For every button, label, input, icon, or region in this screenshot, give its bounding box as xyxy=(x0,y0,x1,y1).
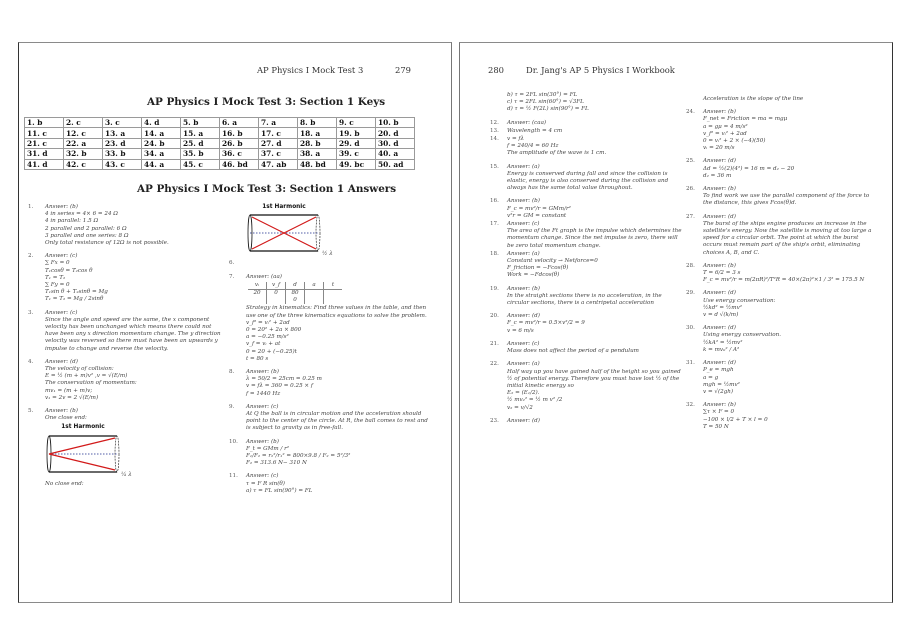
key-cell: 21. c xyxy=(25,138,64,148)
solution-line: d₂ = 36 m xyxy=(703,172,732,179)
answer-item xyxy=(490,198,684,220)
solution-line: F₁/F₂ = r₂²/r₁² = 800×9.8 / F₂ = 5²/3² xyxy=(246,453,351,460)
solution-line: P_e = mgh xyxy=(703,367,734,374)
keys-row xyxy=(25,128,415,138)
answer-item xyxy=(490,128,684,135)
kin-cell: 0 xyxy=(267,290,286,298)
solution-line: T₁sin θ + T₂sinθ = Mg xyxy=(45,289,108,296)
solution-line: d) τ = ½ F(2L) sin(90°) = FL xyxy=(507,106,589,113)
key-cell: 9. c xyxy=(337,118,376,128)
question-number xyxy=(490,92,507,114)
question-number: 22. xyxy=(490,361,499,368)
solution-line: In the straight sections there is no acceleration, in the circular sections, there is a centripetal acceleration xyxy=(507,292,662,307)
key-cell: 7. a xyxy=(259,118,298,128)
solution-line: v_f² = vᵢ² + 2ad xyxy=(703,130,747,137)
question-number: 27. xyxy=(686,213,695,220)
key-cell: 14. a xyxy=(142,128,181,138)
open-pipe-diagram-icon xyxy=(246,211,332,258)
solution-line: v_f = vᵢ + at xyxy=(246,341,281,348)
solution-line: ∑ Fy = 0 xyxy=(45,282,70,289)
answer-label: Answer: (b) xyxy=(703,402,736,409)
answer-label: Answer: (d) xyxy=(703,213,736,220)
question-number: 11. xyxy=(229,473,238,480)
question-number: 20. xyxy=(490,313,499,320)
key-cell: 41. d xyxy=(25,159,64,169)
solution-line: Work = −Fdcos(θ) xyxy=(507,272,560,279)
question-number: 4. xyxy=(28,358,34,365)
question-number: 32. xyxy=(686,402,695,409)
question-number xyxy=(686,96,703,103)
question-number: 26. xyxy=(686,186,695,193)
solution-line: a = gμ = 4 m/s² xyxy=(703,123,748,130)
solution-line: F_t = GMm / r² xyxy=(246,445,290,452)
keys-row xyxy=(25,138,415,148)
answer-label: Answer: (b) xyxy=(246,369,279,376)
key-cell: 23. d xyxy=(103,138,142,148)
answer-item xyxy=(686,360,876,396)
wavelength-label: ¼ λ xyxy=(121,471,132,478)
key-cell: 36. c xyxy=(220,149,259,159)
solution-line: The burst of the ships engine produces an increase in the satellite's energy. Now the satellite is moving at too large a speed for a circular orbit. The point at which the burst occurs must remain part of the ship's orbit, eliminating choices A, B, and C. xyxy=(703,220,872,256)
solution-line: Since the angle and speed are the same, the x component velocity has been unchanged which means there could not have been any x direction momentum change. The y direction velocity was reversed so there must have been an upwards y impulse to change and reverse the velocity. xyxy=(45,316,221,352)
key-cell: 17. c xyxy=(259,128,298,138)
question-number: 8. xyxy=(229,369,235,376)
answer-label: Answer: (b) xyxy=(507,285,540,292)
solution-line: ½ mv₂² = ½ m v² /2 xyxy=(507,397,563,404)
key-cell: 5. b xyxy=(181,118,220,128)
key-cell: 3. c xyxy=(103,118,142,128)
solution-line: 0 = vᵢ² + 2 × (−4)(50) xyxy=(703,138,766,145)
question-number: 28. xyxy=(686,262,695,269)
solution-line: F_c = mv²/r = GMm/r² xyxy=(507,205,571,212)
answer-item xyxy=(490,341,684,355)
answer-label: Answer: (c) xyxy=(45,253,78,260)
running-header-title: Dr. Jang's AP 5 Physics I Workbook xyxy=(526,65,675,75)
solution-line: a) τ = FL sin(90°) = FL xyxy=(246,487,313,494)
question-number: 18. xyxy=(490,250,499,257)
key-cell: 50. ad xyxy=(376,159,415,169)
answer-label: Answer: (c) xyxy=(507,221,540,228)
solution-line: F_c = mv²/r = 0.5×v²/2 = 9 xyxy=(507,320,585,327)
kin-cell: 20 xyxy=(253,290,261,297)
solution-line: F_net = Friction = ma = mgμ xyxy=(703,116,788,123)
key-cell: 4. d xyxy=(142,118,181,128)
kinematics-table xyxy=(248,282,342,305)
answer-item xyxy=(490,92,684,114)
answer-label: Answer: (d) xyxy=(507,417,540,424)
key-cell: 1. b xyxy=(25,118,64,128)
solution-line: b) τ = 2FL sin(30°) = FL xyxy=(507,92,578,98)
key-cell: 38. a xyxy=(298,149,337,159)
answer-item xyxy=(28,253,224,303)
answer-item xyxy=(28,408,224,488)
answer-item xyxy=(686,214,876,257)
key-cell: 44. a xyxy=(142,159,181,169)
key-cell: 31. d xyxy=(25,149,64,159)
answer-item xyxy=(686,325,876,354)
answers-column-2 xyxy=(229,202,429,501)
running-header-title: AP Physics I Mock Test 3 xyxy=(257,65,364,75)
left-page xyxy=(18,42,452,603)
key-cell: 43. c xyxy=(103,159,142,169)
answer-item xyxy=(490,361,684,411)
kin-cell: 80 xyxy=(286,290,305,298)
answer-item xyxy=(490,313,684,335)
question-number: 24. xyxy=(686,109,695,116)
answer-item xyxy=(686,263,876,285)
answer-item xyxy=(229,274,429,363)
answer-label: Answer: (d) xyxy=(703,360,736,367)
answer-item xyxy=(229,369,429,398)
key-cell: 33. b xyxy=(103,149,142,159)
solution-line: v = √(2gh) xyxy=(703,388,734,395)
key-cell: 27. d xyxy=(259,138,298,148)
kin-cell xyxy=(305,290,324,298)
solution-line: v_f² = vᵢ² + 2ad xyxy=(246,319,290,326)
key-cell: 47. ab xyxy=(259,159,298,169)
key-cell: 32. b xyxy=(64,149,103,159)
solution-line: 4 in series = 4× 6 = 24 Ω xyxy=(45,211,118,218)
answer-item xyxy=(686,290,876,319)
answer-item xyxy=(229,404,429,433)
solution-line: The area of the Ft graph is the impulse which determines the momentum change. Since the net impulse is zero, there will be zero total momentum change. xyxy=(507,228,682,249)
solution-line: v = 6 m/s xyxy=(507,327,534,334)
solution-line: Mass does not affect the period of a pendulum xyxy=(507,348,639,355)
key-cell: 16. b xyxy=(220,128,259,138)
question-number: 16. xyxy=(490,198,499,205)
solution-line: a = g xyxy=(703,374,719,381)
solution-line: Use energy conservation: xyxy=(703,297,776,304)
key-cell: 40. a xyxy=(376,149,415,159)
answer-label: Answer: (aa) xyxy=(246,273,282,280)
answer-label: Answer: (a) xyxy=(507,361,540,368)
closed-pipe-diagram-icon xyxy=(45,432,131,479)
question-number: 1. xyxy=(28,204,34,210)
question-number: 13. xyxy=(490,127,499,134)
key-cell: 24. b xyxy=(142,138,181,148)
answer-item xyxy=(229,473,429,495)
question-number: 15. xyxy=(490,163,499,170)
solution-line: T = 50 N xyxy=(703,423,729,430)
kin-cell xyxy=(305,297,324,304)
keys-row xyxy=(25,159,415,169)
answers-title: AP Physics I Mock Test 3: Section 1 Answers xyxy=(137,183,397,195)
answers-column-4 xyxy=(686,96,876,437)
key-cell: 12. c xyxy=(64,128,103,138)
solution-line: No close end: xyxy=(45,480,84,487)
answer-item xyxy=(490,418,684,425)
solution-line: f = 240/4 = 60 Hz xyxy=(507,143,559,150)
answer-item xyxy=(686,402,876,431)
key-cell: 6. a xyxy=(220,118,259,128)
answer-label: Answer: (a) xyxy=(507,250,540,257)
solution-line: T = 6/2 = 3 s xyxy=(703,270,741,277)
answer-item xyxy=(490,120,684,127)
answer-label: Answer: (b) xyxy=(246,438,279,445)
solution-line: Only total resistance of 12Ω is not possible. xyxy=(45,240,169,247)
kin-cell: 0 xyxy=(286,297,305,304)
answer-label: Answer: (d) xyxy=(703,290,736,297)
solution-line: vᵢ = 20 m/s xyxy=(703,145,735,152)
answer-item xyxy=(490,136,684,158)
answer-label: Answer: (c) xyxy=(507,340,540,347)
key-cell: 22. a xyxy=(64,138,103,148)
question-number: 17. xyxy=(490,221,499,228)
solution-line: k = mv₀² / A² xyxy=(703,346,740,353)
solution-line: mv₁ = (m + m)v; xyxy=(45,387,93,394)
solution-line: Constant velocity → Netforce=0 xyxy=(507,258,598,265)
key-cell: 45. c xyxy=(181,159,220,169)
solution-line: mgh = ½mv² xyxy=(703,381,740,388)
key-cell: 18. a xyxy=(298,128,337,138)
question-number: 21. xyxy=(490,340,499,347)
harmonic-diagram xyxy=(246,204,429,258)
key-cell: 35. b xyxy=(181,149,220,159)
solution-line: Energy is conserved during fall and since the collision is elastic, energy is also conserved during the collision and always has the same total value throughout. xyxy=(507,170,669,192)
key-cell: 26. b xyxy=(220,138,259,148)
solution-line: v²r = GM = constant xyxy=(507,212,567,219)
right-page xyxy=(459,42,893,603)
answer-item xyxy=(229,439,429,468)
solution-line: f = 1440 Hz xyxy=(246,390,281,397)
solution-line: v₁ = 2v = 2 √(E/m) xyxy=(45,394,99,401)
answer-item xyxy=(686,158,876,180)
answer-label: Answer: (a) xyxy=(507,163,540,170)
answer-item xyxy=(229,260,429,267)
key-cell: 48. bd xyxy=(298,159,337,169)
key-cell: 11. c xyxy=(25,128,64,138)
solution-line: 0 = 20² + 2a × 800 xyxy=(246,327,302,334)
solution-line: F_c = mv²/r = m(2πR)²/T²R = 40×(2π)²×1 / 3² = 175.5 N xyxy=(703,277,865,284)
solution-line: λ = 50/2 = 25cm = 0.25 m xyxy=(246,376,322,383)
question-number: 2. xyxy=(28,253,34,260)
key-cell: 2. c xyxy=(64,118,103,128)
solution-line: −100 × l/2 + T × l = 0 xyxy=(703,416,768,423)
solution-line: One close end: xyxy=(45,415,87,422)
answer-label: Answer: (b) xyxy=(703,186,736,193)
kin-header: d xyxy=(286,282,305,290)
keys-row xyxy=(25,149,415,159)
key-cell: 10. b xyxy=(376,118,415,128)
key-cell: 20. d xyxy=(376,128,415,138)
key-cell: 37. c xyxy=(259,149,298,159)
key-cell: 28. b xyxy=(298,138,337,148)
solution-line: F_friction = −Fcos(θ) xyxy=(507,265,569,272)
kin-header: v_f xyxy=(267,282,286,290)
answers-column-1 xyxy=(28,204,224,494)
question-number: 25. xyxy=(686,158,695,165)
key-cell: 15. a xyxy=(181,128,220,138)
kin-cell xyxy=(324,297,343,304)
answer-item xyxy=(686,109,876,152)
question-number: 3. xyxy=(28,309,34,316)
key-cell: 13. a xyxy=(103,128,142,138)
answer-item xyxy=(28,310,224,353)
solution-line: v₂ = v/√2 xyxy=(507,404,533,411)
solution-line: ∑τ × F = 0 xyxy=(703,409,735,416)
solution-line: 3 parallel and one series: 8 Ω xyxy=(45,232,129,239)
answer-label: Answer: (b) xyxy=(45,204,78,210)
diagram-title: 1st Harmonic xyxy=(61,424,105,431)
question-number: 7. xyxy=(229,273,235,280)
kin-cell xyxy=(248,297,267,304)
solution-line: τ = F R sin(θ) xyxy=(246,480,285,487)
answer-label: Answer: (c) xyxy=(246,473,279,480)
solution-line: 0 = 20 + (−0.25)t xyxy=(246,348,297,355)
answer-item xyxy=(490,221,684,250)
answer-label: Answer: (d) xyxy=(703,325,736,332)
solution-line: E₂ = (E₁/2). xyxy=(507,390,540,397)
answer-item xyxy=(28,204,224,247)
question-number: 12. xyxy=(490,119,499,126)
solution-line: ½kd² = ½mv² xyxy=(703,304,743,311)
answer-label: Answer: (b) xyxy=(703,109,736,116)
page-number: 279 xyxy=(395,65,411,75)
answers-column-3 xyxy=(490,92,684,431)
solution-line: 2 parallel and 2 parallel: 6 Ω xyxy=(45,225,127,232)
answer-item xyxy=(686,186,876,208)
question-number: 6. xyxy=(229,260,235,267)
solution-line: t = 80 s xyxy=(246,355,269,362)
answer-label: Answer: (c) xyxy=(246,403,279,410)
question-number: 23. xyxy=(490,417,499,424)
solution-line: T₁ = T₂ xyxy=(45,274,66,281)
keys-title: AP Physics I Mock Test 3: Section 1 Keys xyxy=(147,96,386,108)
solution-line: 4 in parallel: 1.5 Ω xyxy=(45,218,99,225)
answer-label: Answer: (d) xyxy=(703,158,736,165)
answer-label: Answer: (d) xyxy=(45,358,78,365)
key-cell: 25. d xyxy=(181,138,220,148)
question-number: 14. xyxy=(490,136,499,143)
kin-header: t xyxy=(324,282,343,290)
answer-item xyxy=(490,164,684,193)
diagram-title: 1st Harmonic xyxy=(262,204,306,210)
solution-line: T₁ = T₂ = Mg / 2sinθ xyxy=(45,296,104,303)
answer-label: Answer: (b) xyxy=(45,408,78,415)
wavelength-label: ½ λ xyxy=(322,251,333,258)
question-number: 9. xyxy=(229,403,235,410)
answer-item xyxy=(490,251,684,280)
key-cell: 29. d xyxy=(337,138,376,148)
key-cell: 19. b xyxy=(337,128,376,138)
solution-line: ½kA² = ½mv² xyxy=(703,339,743,346)
solution-line: Wavelength = 4 cm xyxy=(507,127,563,134)
kin-cell xyxy=(267,297,286,304)
answer-label: Answer: (caa) xyxy=(507,119,547,126)
solution-line: Strategy in kinematics: Find three values in the table, and then use one of the three kinematics equations to solve the problem. xyxy=(246,305,427,319)
question-number: 29. xyxy=(686,290,695,297)
solution-line: v = fλ = 360 = 0.25 × f xyxy=(246,383,313,390)
key-cell: 46. bd xyxy=(220,159,259,169)
solution-line: Using energy conservation. xyxy=(703,332,781,339)
answer-item xyxy=(686,96,876,103)
solution-line: The amplitude of the wave is 1 cm. xyxy=(507,150,607,157)
answer-item xyxy=(28,359,224,402)
solution-line: Acceleration is the slope of the line xyxy=(703,96,804,102)
answer-item xyxy=(490,286,684,308)
key-cell: 8. b xyxy=(298,118,337,128)
kin-header: vᵢ xyxy=(248,282,267,290)
solution-line: T₁cosθ = T₂cos θ xyxy=(45,267,93,274)
key-cell: 30. d xyxy=(376,138,415,148)
answer-label: Answer: (d) xyxy=(507,313,540,320)
question-number: 31. xyxy=(686,360,695,367)
harmonic-diagram xyxy=(45,424,224,478)
question-number: 30. xyxy=(686,325,695,332)
page-number: 280 xyxy=(488,65,504,75)
kin-header: a xyxy=(305,282,324,290)
question-number: 5. xyxy=(28,408,34,415)
answer-keys-table xyxy=(24,117,415,170)
answer-label: Answer: (b) xyxy=(507,198,540,205)
solution-line: E = ½ (m + m)v² ,v = √(E/m) xyxy=(45,373,128,380)
solution-line: At Q the ball is in circular motion and the acceleration should point to the center of the circle. At R, the ball comes to rest and is subject to gravity as in free-fall. xyxy=(246,411,428,432)
key-cell: 49. bc xyxy=(337,159,376,169)
solution-line: The velocity of collision: xyxy=(45,366,114,373)
solution-line: Half way up you have gained half of the height so you gained ½ of potential energy. Therefore you must have lost ½ of the initial kinetic energy so xyxy=(507,368,681,389)
solution-line: The conservation of momentum: xyxy=(45,380,137,387)
answer-label: Answer: (b) xyxy=(703,262,736,269)
question-number: 10. xyxy=(229,438,238,445)
keys-row xyxy=(25,118,415,128)
question-number: 19. xyxy=(490,285,499,292)
kin-cell xyxy=(324,290,343,298)
key-cell: 42. c xyxy=(64,159,103,169)
solution-line: To find work we use the parallel component of the force to the distance, this gives Fcos(θ)d. xyxy=(703,193,870,207)
answer-label: Answer: (c) xyxy=(45,309,78,316)
solution-line: c) τ = 2FL sin(60°) = √3FL xyxy=(507,99,584,106)
solution-line: ∑ Fx = 0 xyxy=(45,260,70,267)
solution-line: Δd = ½(2)(4²) = 16 m = d₂ − 20 xyxy=(703,165,795,172)
solution-line: v = d √(k/m) xyxy=(703,312,739,319)
solution-line: v = fλ xyxy=(507,136,525,143)
key-cell: 39. c xyxy=(337,149,376,159)
key-cell: 34. a xyxy=(142,149,181,159)
solution-line: F₂ = 313.6 N− 310 N xyxy=(246,460,307,467)
solution-line: a = −0.25 m/s² xyxy=(246,334,289,341)
